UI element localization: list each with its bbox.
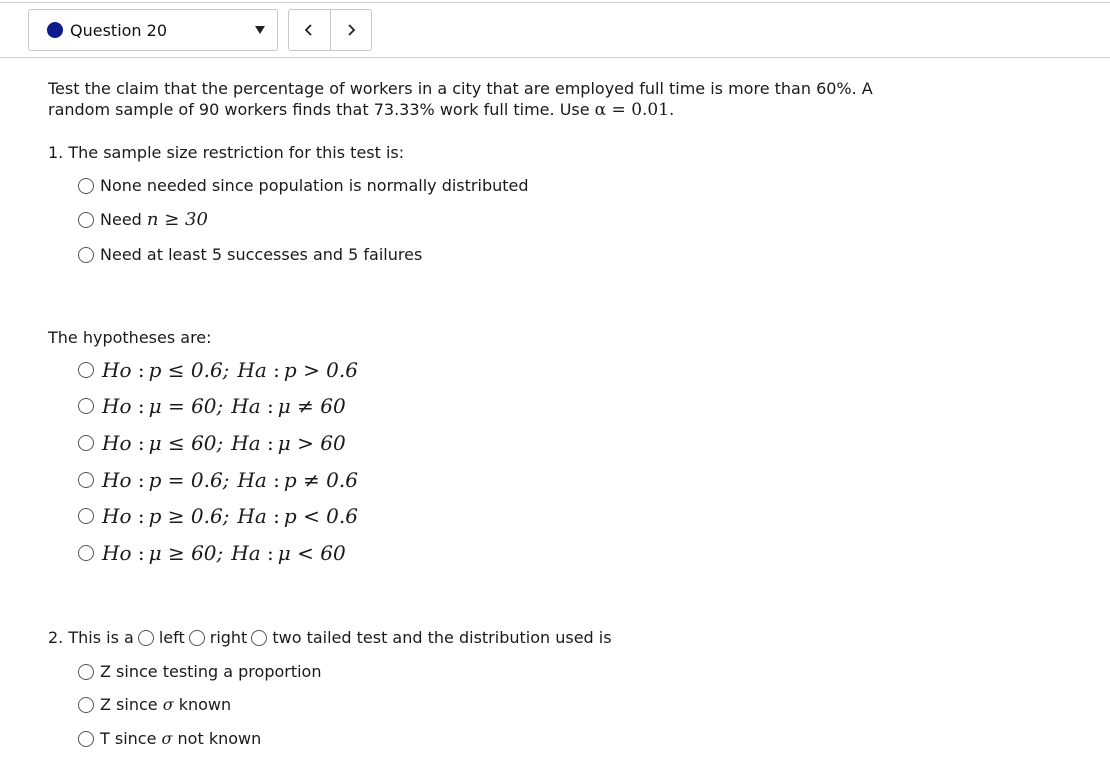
radio-button[interactable] — [78, 731, 94, 747]
radio-button[interactable] — [78, 178, 94, 194]
ha-relation: p ≠ 0.6 — [283, 468, 358, 492]
ha-symbol: Ha — [237, 358, 267, 382]
ho-symbol: Ho — [102, 541, 132, 565]
ho-symbol: Ho — [102, 431, 132, 455]
option-math: n ≥ 30 — [146, 209, 208, 230]
ho-symbol: Ho — [102, 468, 132, 492]
ha-symbol: Ha — [231, 541, 261, 565]
ho-relation: p ≥ 0.6; — [148, 504, 230, 528]
radio-button[interactable] — [78, 398, 94, 414]
tail-left-label: left — [158, 628, 185, 647]
q1-option-3[interactable] — [78, 245, 422, 264]
radio-button[interactable] — [78, 435, 94, 451]
question-prompt — [48, 78, 948, 121]
question-selector-dropdown[interactable] — [28, 9, 278, 51]
option-text-prefix: T since — [100, 729, 162, 748]
q2-prefix: 2. This is a — [48, 628, 134, 647]
prompt-line-2-text: random sample of 90 workers finds that 73.33% work full time. Use — [48, 100, 595, 119]
ho-relation: p = 0.6; — [148, 468, 230, 492]
ho-relation: p ≤ 0.6; — [148, 358, 230, 382]
prompt-line-2 — [48, 99, 948, 121]
q1-option-1[interactable] — [78, 176, 529, 195]
question-selector-label: Question 20 — [70, 20, 168, 40]
hypothesis-option-1[interactable]: Ho : p ≤ 0.6; Ha : p > 0.6 — [78, 358, 358, 382]
hypothesis-option-6[interactable]: Ho : μ ≥ 60; Ha : μ < 60 — [78, 541, 346, 565]
radio-button[interactable] — [78, 697, 94, 713]
next-question-button[interactable] — [330, 10, 371, 50]
ho-symbol: Ho — [102, 394, 132, 418]
option-text-suffix: not known — [172, 729, 262, 748]
question-pager — [288, 9, 372, 51]
caret-down-icon — [255, 26, 265, 34]
radio-button[interactable] — [78, 545, 94, 561]
radio-button[interactable] — [78, 362, 94, 378]
radio-button[interactable] — [78, 472, 94, 488]
hypotheses-label: The hypotheses are: — [48, 328, 212, 347]
radio-button[interactable] — [251, 630, 267, 646]
chevron-left-icon — [303, 23, 315, 37]
q2-tail-question — [48, 628, 612, 647]
alpha-expression: α = 0.01 — [594, 100, 670, 120]
option-text-suffix: known — [173, 695, 232, 714]
radio-button[interactable] — [78, 664, 94, 680]
q1-label: 1. The sample size restriction for this test is: — [48, 143, 405, 162]
ha-relation: μ > 60 — [277, 431, 346, 455]
hypothesis-option-4[interactable]: Ho : p = 0.6; Ha : p ≠ 0.6 — [78, 468, 358, 492]
ha-symbol: Ha — [237, 504, 267, 528]
radio-button[interactable] — [78, 212, 94, 228]
tail-two-label: two tailed test and the distribution used is — [272, 628, 612, 647]
hypothesis-option-3[interactable]: Ho : μ ≤ 60; Ha : μ > 60 — [78, 431, 346, 455]
q1-option-2[interactable] — [78, 209, 208, 230]
previous-question-button[interactable] — [289, 10, 330, 50]
ho-symbol: Ho — [102, 358, 132, 382]
ho-symbol: Ho — [102, 504, 132, 528]
sigma-symbol: σ — [161, 729, 173, 748]
option-text: Need at least 5 successes and 5 failures — [100, 245, 423, 264]
q2-option-1[interactable] — [78, 662, 321, 681]
ha-relation: μ < 60 — [277, 541, 346, 565]
ho-relation: μ ≥ 60; — [148, 541, 224, 565]
ha-symbol: Ha — [237, 468, 267, 492]
tail-right-label: right — [209, 628, 248, 647]
radio-button[interactable] — [189, 630, 205, 646]
chevron-right-icon — [345, 23, 357, 37]
ha-symbol: Ha — [231, 431, 261, 455]
option-text: Need — [100, 210, 147, 229]
top-divider — [0, 2, 1110, 3]
q2-option-3[interactable] — [78, 729, 261, 748]
ha-relation: p > 0.6 — [283, 358, 358, 382]
tail-option-left[interactable] — [134, 628, 185, 647]
q2-option-2[interactable] — [78, 695, 231, 714]
radio-button[interactable] — [78, 508, 94, 524]
ha-relation: μ ≠ 60 — [277, 394, 346, 418]
question-status-dot-icon — [47, 22, 63, 38]
hypothesis-option-5[interactable]: Ho : p ≥ 0.6; Ha : p < 0.6 — [78, 504, 358, 528]
ha-relation: p < 0.6 — [283, 504, 358, 528]
tail-option-two[interactable] — [247, 628, 611, 647]
prompt-line-2-end: . — [669, 100, 675, 119]
bottom-divider — [0, 57, 1110, 58]
option-text: None needed since population is normally distributed — [100, 176, 529, 195]
ho-relation: μ = 60; — [148, 394, 224, 418]
question-navigation-bar — [0, 0, 1110, 58]
hypothesis-option-2[interactable]: Ho : μ = 60; Ha : μ ≠ 60 — [78, 394, 346, 418]
radio-button[interactable] — [78, 247, 94, 263]
option-text-prefix: Z since — [100, 695, 163, 714]
ha-symbol: Ha — [231, 394, 261, 418]
ho-relation: μ ≤ 60; — [148, 431, 224, 455]
option-text: Z since testing a proportion — [100, 662, 322, 681]
sigma-symbol: σ — [162, 695, 174, 714]
radio-button[interactable] — [138, 630, 154, 646]
prompt-line-1: Test the claim that the percentage of workers in a city that are employed full time is more than 60%. A — [48, 79, 873, 98]
tail-option-right[interactable] — [185, 628, 248, 647]
